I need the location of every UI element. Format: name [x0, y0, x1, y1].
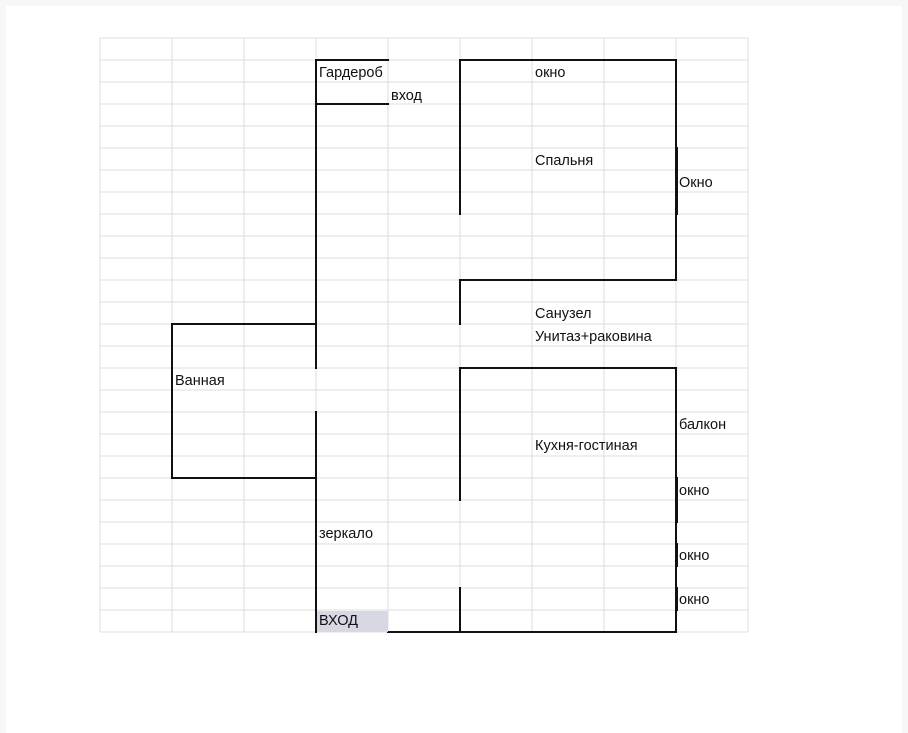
window-2-label: окно: [679, 548, 710, 564]
wardrobe-label: Гардероб: [319, 65, 383, 81]
entrance-main-label: ВХОД: [319, 613, 359, 629]
window-top-label: окно: [535, 65, 566, 81]
balcony-label: балкон: [679, 417, 727, 433]
kitchen-living-label: Кухня-гостиная: [535, 438, 638, 454]
window-bedroom-label: Окно: [679, 175, 713, 191]
bathroom-wc-label: Санузел: [535, 306, 592, 322]
bath-label: Ванная: [175, 373, 225, 389]
spreadsheet-sheet: [6, 6, 902, 733]
window-3-label: окно: [679, 592, 710, 608]
mirror-label: зеркало: [319, 526, 374, 542]
floor-plan: [6, 6, 902, 733]
wc-fixtures-label: Унитаз+раковина: [535, 329, 652, 345]
bedroom-label: Спальня: [535, 153, 594, 169]
window-1-label: окно: [679, 483, 710, 499]
entrance-small-label: вход: [391, 88, 422, 104]
